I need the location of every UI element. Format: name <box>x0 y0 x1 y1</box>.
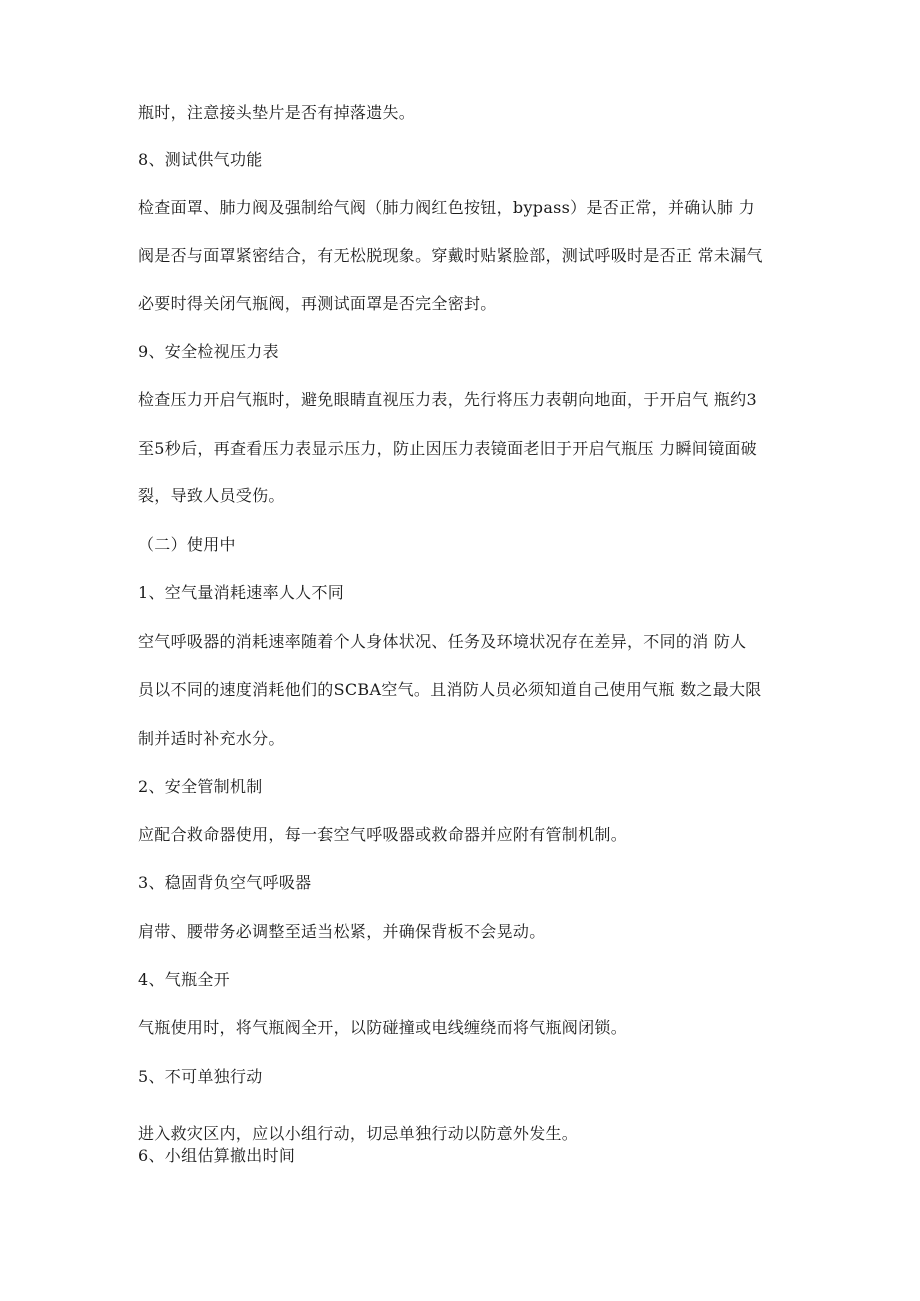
paragraph-line: 必要时得关闭气瓶阀，再测试面罩是否完全密封。 <box>138 294 497 313</box>
section-heading: 5、不可单独行动 <box>138 1067 263 1086</box>
paragraph-line: 应配合救命器使用，每一套空气呼吸器或救命器并应附有管制机制。 <box>138 825 628 844</box>
paragraph-line: 检查面罩、肺力阀及强制给气阀（肺力阀红色按钮，bypass）是否正常，并确认肺 力 <box>138 198 755 217</box>
paragraph-line: 裂，导致人员受伤。 <box>138 486 285 505</box>
section-heading: 3、稳固背负空气呼吸器 <box>138 873 312 892</box>
paragraph-line: 瓶时，注意接头垫片是否有掉落遗失。 <box>138 103 416 122</box>
paragraph-line: 员以不同的速度消耗他们的SCBA空气。且消防人员必须知道自己使用气瓶 数之最大限 <box>138 680 762 699</box>
section-heading: 2、安全管制机制 <box>138 777 263 796</box>
chapter-heading: （二）使用中 <box>138 535 236 554</box>
paragraph-line: 气瓶使用时，将气瓶阀全开，以防碰撞或电线缠绕而将气瓶阀闭锁。 <box>138 1018 628 1037</box>
paragraph-line: 肩带、腰带务必调整至适当松紧，并确保背板不会晃动。 <box>138 922 546 941</box>
section-heading: 6、小组估算撤出时间 <box>138 1146 296 1165</box>
paragraph-line: 至5秒后，再查看压力表显示压力，防止因压力表镜面老旧于开启气瓶压 力瞬间镜面破 <box>138 439 757 458</box>
paragraph-line: 空气呼吸器的消耗速率随着个人身体状况、任务及环境状况存在差异，不同的消 防人 <box>138 632 747 651</box>
section-heading: 9、安全检视压力表 <box>138 342 279 361</box>
paragraph-line: 制并适时补充水分。 <box>138 729 285 748</box>
section-heading: 8、测试供气功能 <box>138 150 263 169</box>
paragraph-line: 进入救灾区内，应以小组行动，切忌单独行动以防意外发生。 <box>138 1124 579 1143</box>
paragraph-line: 阀是否与面罩紧密结合，有无松脱现象。穿戴时贴紧脸部，测试呼吸时是否正 常未漏气 <box>138 246 763 265</box>
section-heading: 4、气瓶全开 <box>138 970 230 989</box>
section-heading: 1、空气量消耗速率人人不同 <box>138 583 345 602</box>
paragraph-line: 检查压力开启气瓶时，避免眼睛直视压力表，先行将压力表朝向地面，于开启气 瓶约3 <box>138 390 757 409</box>
